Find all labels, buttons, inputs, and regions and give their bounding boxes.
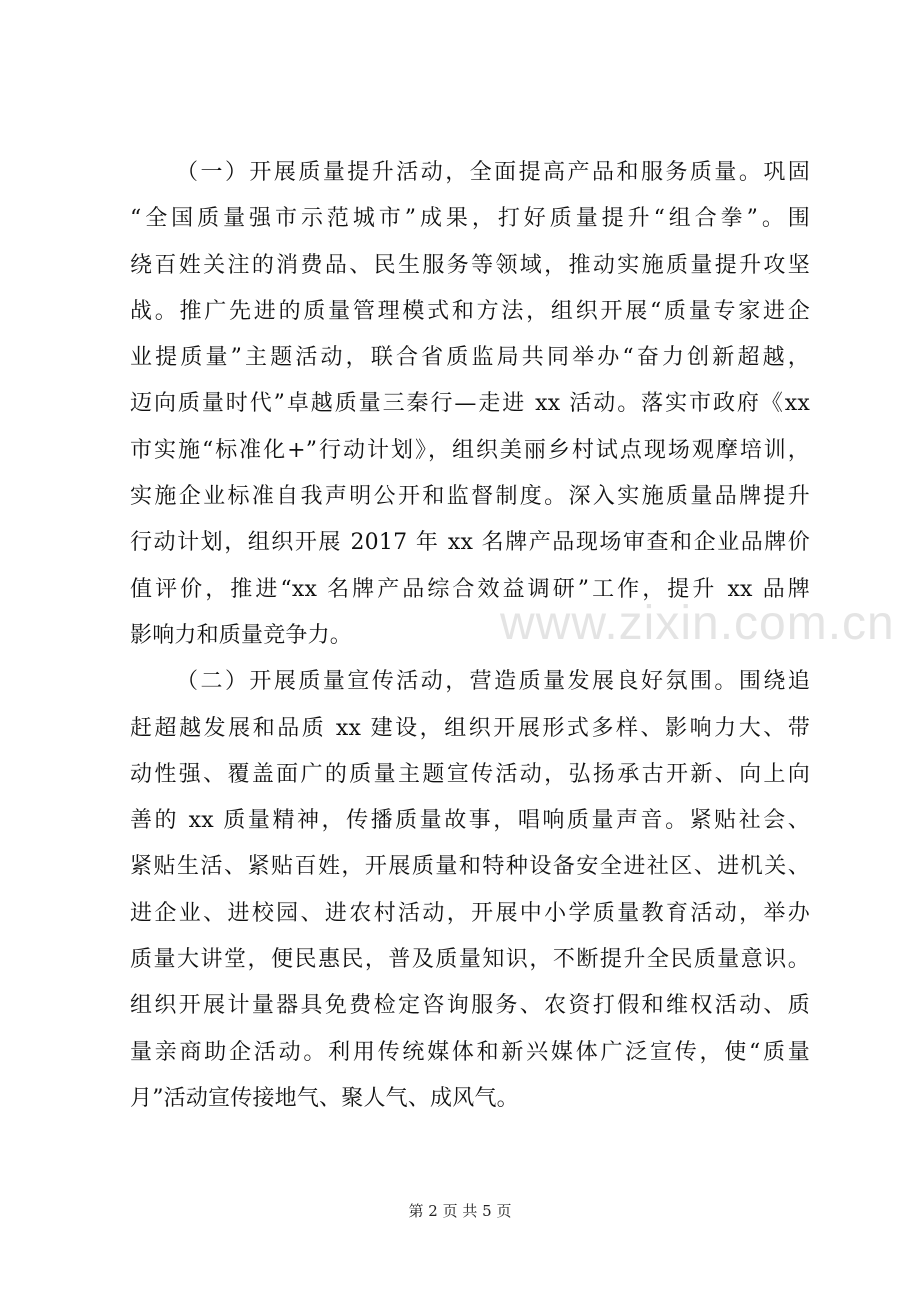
page-number-footer: 第 2 页 共 5 页 [408, 1202, 512, 1220]
paragraph-2-line-3: 动性强、覆盖面广的质量主题宣传活动，弘扬承古开新、向上向 [130, 761, 810, 787]
paragraph-2-line-6: 进企业、进校园、进农村活动，开展中小学质量教育活动，举办 [130, 900, 810, 926]
paragraph-1-line-9: 行动计划，组织开展 2017 年 xx 名牌产品现场审查和企业品牌价 [130, 530, 810, 556]
paragraph-2-line-10: 月”活动宣传接地气、聚人气、成风气。 [130, 1085, 519, 1111]
paragraph-2-line-9: 量亲商助企活动。利用传统媒体和新兴媒体广泛宣传，使“质量 [130, 1039, 810, 1065]
paragraph-1-line-5: 业提质量”主题活动，联合省质监局共同举办“奋力创新超越， [130, 345, 810, 371]
paragraph-2-line-7: 质量大讲堂，便民惠民，普及质量知识，不断提升全民质量意识。 [130, 947, 810, 973]
watermark: www.zixin.com.cn [500, 597, 895, 650]
paragraph-2-line-4: 善的 xx 质量精神，传播质量故事，唱响质量声音。紧贴社会、 [130, 808, 810, 834]
paragraph-2-line-1: （二）开展质量宣传活动，营造质量发展良好氛围。围绕追 [176, 669, 810, 695]
paragraph-1-line-6: 迈向质量时代”卓越质量三秦行—走进 xx 活动。落实市政府《xx [130, 391, 810, 417]
paragraph-2-line-2: 赶超越发展和品质 xx 建设，组织开展形式多样、影响力大、带 [130, 715, 810, 741]
paragraph-1-line-10: 值评价，推进“xx 名牌产品综合效益调研”工作，提升 xx 品牌 [130, 576, 810, 602]
paragraph-2-line-5: 紧贴生活、紧贴百姓，开展质量和特种设备安全进社区、进机关、 [130, 854, 810, 880]
paragraph-1-line-8: 实施企业标准自我声明公开和监督制度。深入实施质量品牌提升 [130, 484, 810, 510]
paragraph-1-line-1: （一）开展质量提升活动，全面提高产品和服务质量。巩固 [176, 160, 810, 185]
paragraph-2-line-8: 组织开展计量器具免费检定咨询服务、农资打假和维权活动、质 [130, 993, 810, 1019]
paragraph-1-line-4: 战。推广先进的质量管理模式和方法，组织开展“质量专家进企 [130, 298, 810, 324]
paragraph-1-line-2: “全国质量强市示范城市”成果，打好质量提升“组合拳”。围 [130, 206, 810, 232]
paragraph-1-line-7: 市实施“标准化+”行动计划》，组织美丽乡村试点现场观摩培训， [130, 437, 810, 463]
paragraph-1-line-3: 绕百姓关注的消费品、民生服务等领域，推动实施质量提升攻坚 [130, 252, 810, 278]
paragraph-1-line-11: 影响力和质量竞争力。 [130, 622, 353, 648]
